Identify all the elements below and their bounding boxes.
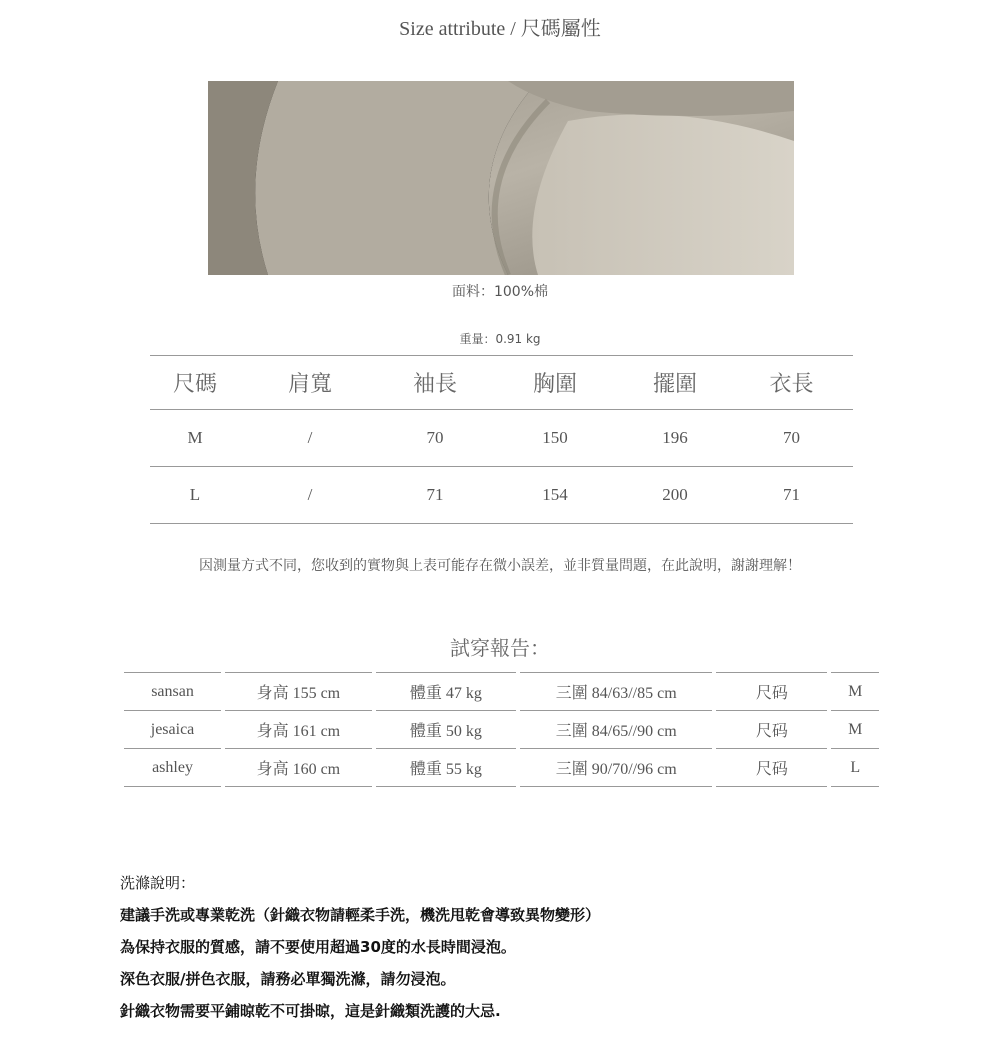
table-cell: 三圍 84/65//90 cm: [520, 711, 712, 749]
table-cell: 尺码: [716, 711, 827, 749]
fitting-report-table: [120, 672, 883, 787]
table-cell: /: [240, 467, 380, 524]
wash-instructions: [120, 867, 980, 1027]
page-title: Size attribute / 尺碼屬性: [399, 18, 601, 40]
table-row: [124, 672, 879, 711]
table-row: [150, 410, 853, 467]
table-cell: 70: [730, 410, 853, 467]
table-cell: /: [240, 410, 380, 467]
table-cell: 體重 47 kg: [376, 672, 517, 711]
table-cell: 三圍 90/70//96 cm: [520, 749, 712, 787]
table-cell: 三圍 84/63//85 cm: [520, 672, 712, 711]
header-cell: 肩寬: [240, 356, 380, 410]
table-row: [150, 467, 853, 524]
header-cell: 袖長: [380, 356, 490, 410]
wash-line: 針織衣物需要平鋪晾乾不可掛晾，這是針織類洗護的大忌.: [120, 1002, 501, 1020]
table-cell: jesaica: [124, 711, 221, 749]
header-cell: 衣長: [730, 356, 853, 410]
table-cell: 71: [730, 467, 853, 524]
size-table: [150, 355, 853, 524]
wash-line: 深色衣服/拼色衣服，請務必單獨洗滌，請勿浸泡。: [120, 970, 456, 988]
header-cell: 胸圍: [490, 356, 620, 410]
table-cell: 71: [380, 467, 490, 524]
table-cell: 196: [620, 410, 730, 467]
wash-line: 為保持衣服的質感，請不要使用超過30度的水長時間浸泡。: [120, 938, 516, 956]
table-cell: 200: [620, 467, 730, 524]
wash-heading: 洗滌說明：: [120, 874, 196, 892]
table-row: [124, 749, 879, 787]
size-table-header: [150, 356, 853, 410]
table-cell: 身高 161 cm: [225, 711, 372, 749]
table-cell: M: [150, 410, 240, 467]
table-cell: 尺码: [716, 749, 827, 787]
wash-line: 建議手洗或專業乾洗（針織衣物請輕柔手洗，機洗甩乾會導致異物變形）: [120, 906, 601, 924]
table-cell: M: [831, 711, 879, 749]
table-cell: 身高 155 cm: [225, 672, 372, 711]
table-cell: 尺码: [716, 672, 827, 711]
table-cell: M: [831, 672, 879, 711]
fabric-photo: [208, 81, 794, 275]
table-cell: 150: [490, 410, 620, 467]
weight-text: 重量：0.91 kg: [459, 332, 541, 346]
table-cell: 體重 55 kg: [376, 749, 517, 787]
table-cell: sansan: [124, 672, 221, 711]
header-cell: 擺圍: [620, 356, 730, 410]
table-row: [124, 711, 879, 749]
table-cell: 154: [490, 467, 620, 524]
table-cell: 身高 160 cm: [225, 749, 372, 787]
material-text: 面料：100%棉: [451, 284, 549, 300]
table-cell: 70: [380, 410, 490, 467]
table-cell: L: [150, 467, 240, 524]
table-cell: L: [831, 749, 879, 787]
measurement-notice: 因測量方式不同，您收到的實物與上表可能存在微小誤差，並非質量問題，在此說明，謝謝理解！: [199, 558, 801, 574]
table-cell: ashley: [124, 749, 221, 787]
table-cell: 體重 50 kg: [376, 711, 517, 749]
header-cell: 尺碼: [150, 356, 240, 410]
report-title: 試穿報告：: [450, 636, 550, 660]
